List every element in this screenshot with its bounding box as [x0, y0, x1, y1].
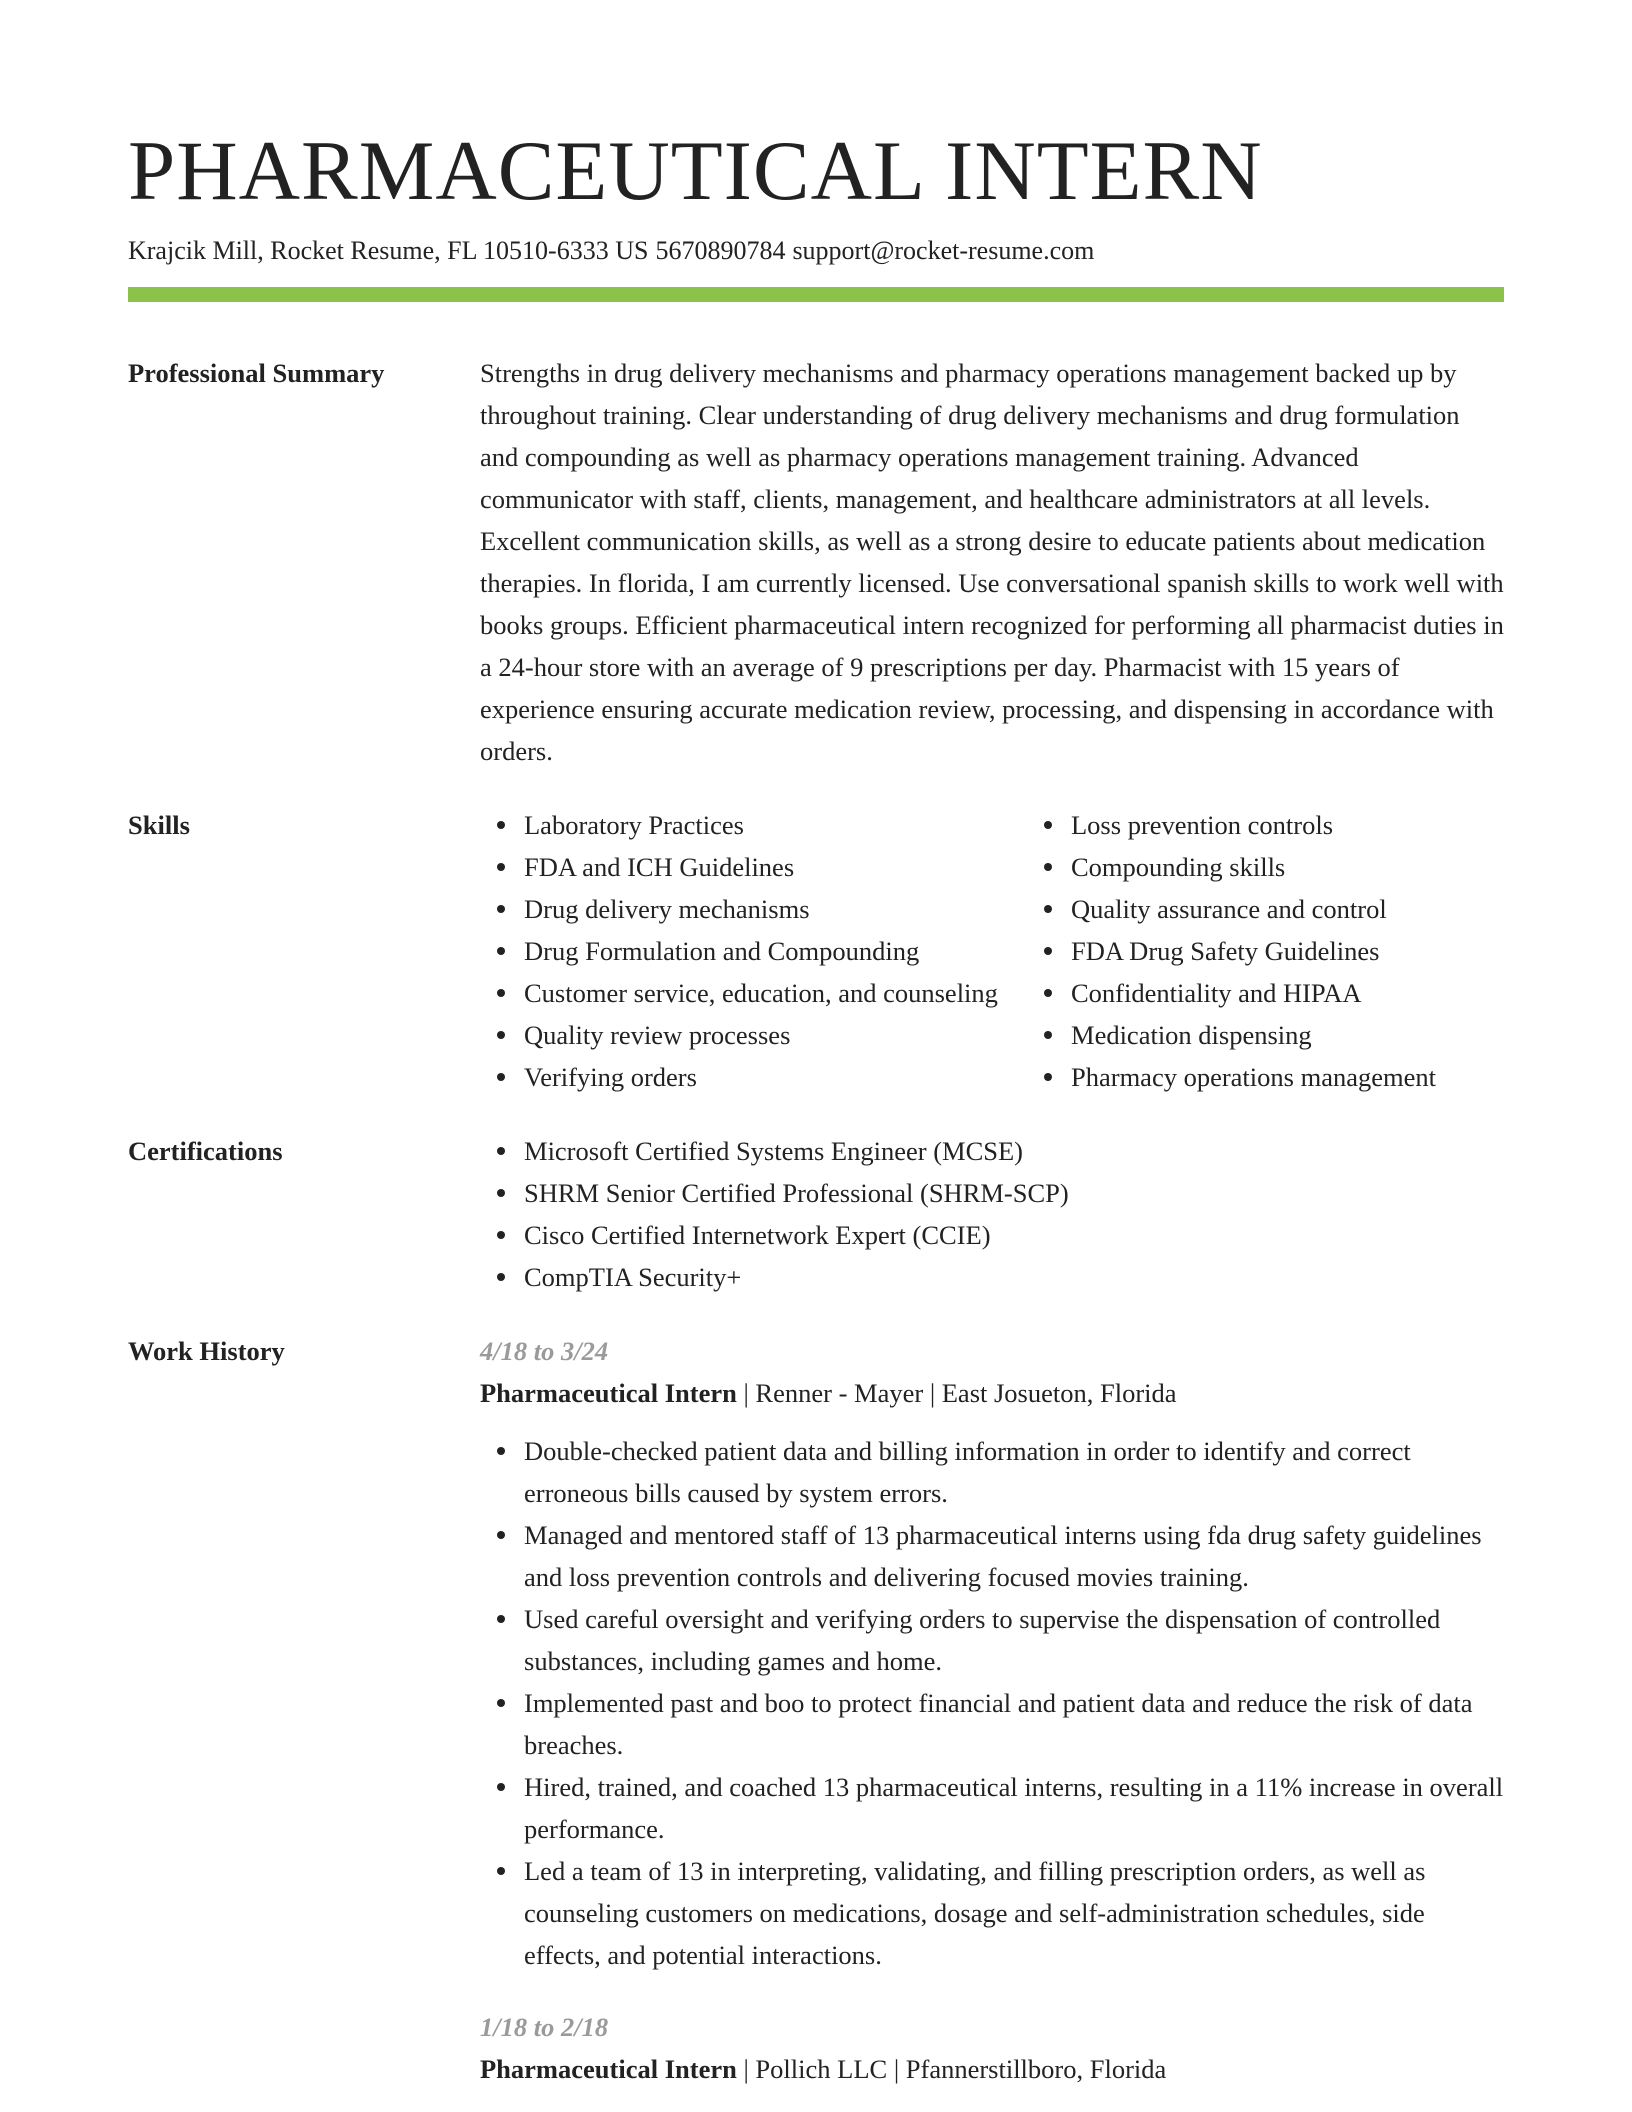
certifications-body: [480, 1130, 1504, 1298]
list-item: Managed and mentored staff of 13 pharmaceutical interns using fda drug safety guidelines and loss prevention controls and delivering focused movies training.: [524, 1514, 1504, 1598]
skills-list-right: [1027, 804, 1504, 1098]
list-item: CompTIA Security+: [524, 1256, 1504, 1298]
job-title: Pharmaceutical Intern: [480, 1378, 737, 1408]
summary-text: Strengths in drug delivery mechanisms and pharmacy operations management backed up by throughout training. Clear understanding of drug delivery mechanisms and drug formulation and compounding as well as pharmacy operations management training. Advanced communicator with staff, clients, management, and healthcare administrators at all levels. Excellent communication skills, as well as a strong desire to educate patients about medication therapies. In florida, I am currently licensed. Use conversational spanish skills to work well with books groups. Efficient pharmaceutical intern recognized for performing all pharmacist duties in a 24-hour store with an average of 9 prescriptions per day. Pharmacist with 15 years of experience ensuring accurate medication review, processing, and dispensing in accordance with orders.: [480, 358, 1504, 766]
list-item: Pharmacy operations management: [1071, 1056, 1504, 1098]
list-item: Drug delivery mechanisms: [524, 888, 1027, 930]
section-label-work-history: Work History: [128, 1336, 285, 1366]
list-item: Double-checked patient data and billing information in order to identify and correct erroneous bills caused by system errors.: [524, 1430, 1504, 1514]
job-separator: |: [743, 2054, 749, 2084]
list-item: Used careful oversight and verifying orders to supervise the dispensation of controlled substances, including games and home.: [524, 1598, 1504, 1682]
section-label-skills: Skills: [128, 810, 190, 840]
list-item: Hired, trained, and coached 13 pharmaceutical interns, resulting in a 11% increase in overall performance.: [524, 1766, 1504, 1850]
list-item: Loss prevention controls: [1071, 804, 1504, 846]
list-item: Drug Formulation and Compounding: [524, 930, 1027, 972]
list-item: Microsoft Certified Systems Engineer (MCSE): [524, 1130, 1504, 1172]
contact-line: [128, 234, 1504, 268]
job-dates: 4/18 to 3/24: [480, 1336, 609, 1366]
work-history-body: [480, 1330, 1504, 2090]
job-title: Pharmaceutical Intern: [480, 2054, 737, 2084]
job-bullets: [480, 1430, 1504, 1976]
list-item: Compounding skills: [1071, 846, 1504, 888]
list-item: FDA Drug Safety Guidelines: [1071, 930, 1504, 972]
list-item: SHRM Senior Certified Professional (SHRM-SCP): [524, 1172, 1504, 1214]
list-item: Quality assurance and control: [1071, 888, 1504, 930]
list-item: Quality review processes: [524, 1014, 1027, 1056]
section-label-summary: Professional Summary: [128, 358, 385, 388]
work-history-section: [128, 1330, 1504, 2090]
certifications-list: [480, 1130, 1504, 1298]
job-location: Pfannerstillboro, Florida: [905, 2054, 1167, 2084]
resume-name: PHARMACEUTICAL INTERN: [128, 124, 1263, 218]
certifications-section: [128, 1130, 1504, 1298]
job-entry: [480, 2006, 1504, 2090]
summary-section: [128, 352, 1504, 772]
list-item: Led a team of 13 in interpreting, validating, and filling prescription orders, as well as counseling customers on medications, dosage and self-administration schedules, side effects, and potential interactions.: [524, 1850, 1504, 1976]
list-item: Medication dispensing: [1071, 1014, 1504, 1056]
skills-columns: [480, 804, 1504, 1098]
job-separator: |: [743, 1378, 749, 1408]
list-item: Laboratory Practices: [524, 804, 1027, 846]
job-separator: |: [893, 2054, 900, 2084]
job-location: East Josueton, Florida: [941, 1378, 1177, 1408]
skills-list-left: [480, 804, 1027, 1098]
job-title-line: [480, 2048, 1504, 2090]
job-title-line: [480, 1372, 1504, 1414]
list-item: Customer service, education, and counseling: [524, 972, 1027, 1014]
list-item: Confidentiality and HIPAA: [1071, 972, 1504, 1014]
skills-section: [128, 804, 1504, 1098]
list-item: Verifying orders: [524, 1056, 1027, 1098]
job-entry: [480, 1330, 1504, 1976]
job-separator: |: [929, 1378, 936, 1408]
accent-divider: [128, 287, 1504, 302]
list-item: Cisco Certified Internetwork Expert (CCIE): [524, 1214, 1504, 1256]
list-item: FDA and ICH Guidelines: [524, 846, 1027, 888]
list-item: Implemented past and boo to protect financial and patient data and reduce the risk of data breaches.: [524, 1682, 1504, 1766]
contact-phone: 5670890784: [655, 236, 786, 265]
resume-page: [128, 118, 1504, 2090]
contact-email: support@rocket-resume.com: [792, 236, 1095, 265]
job-dates: 1/18 to 2/18: [480, 2012, 609, 2042]
contact-address: Krajcik Mill, Rocket Resume, FL 10510-6333 US: [128, 236, 649, 265]
job-company: Renner - Mayer: [755, 1378, 924, 1408]
section-label-certifications: Certifications: [128, 1136, 283, 1166]
job-company: Pollich LLC: [755, 2054, 888, 2084]
